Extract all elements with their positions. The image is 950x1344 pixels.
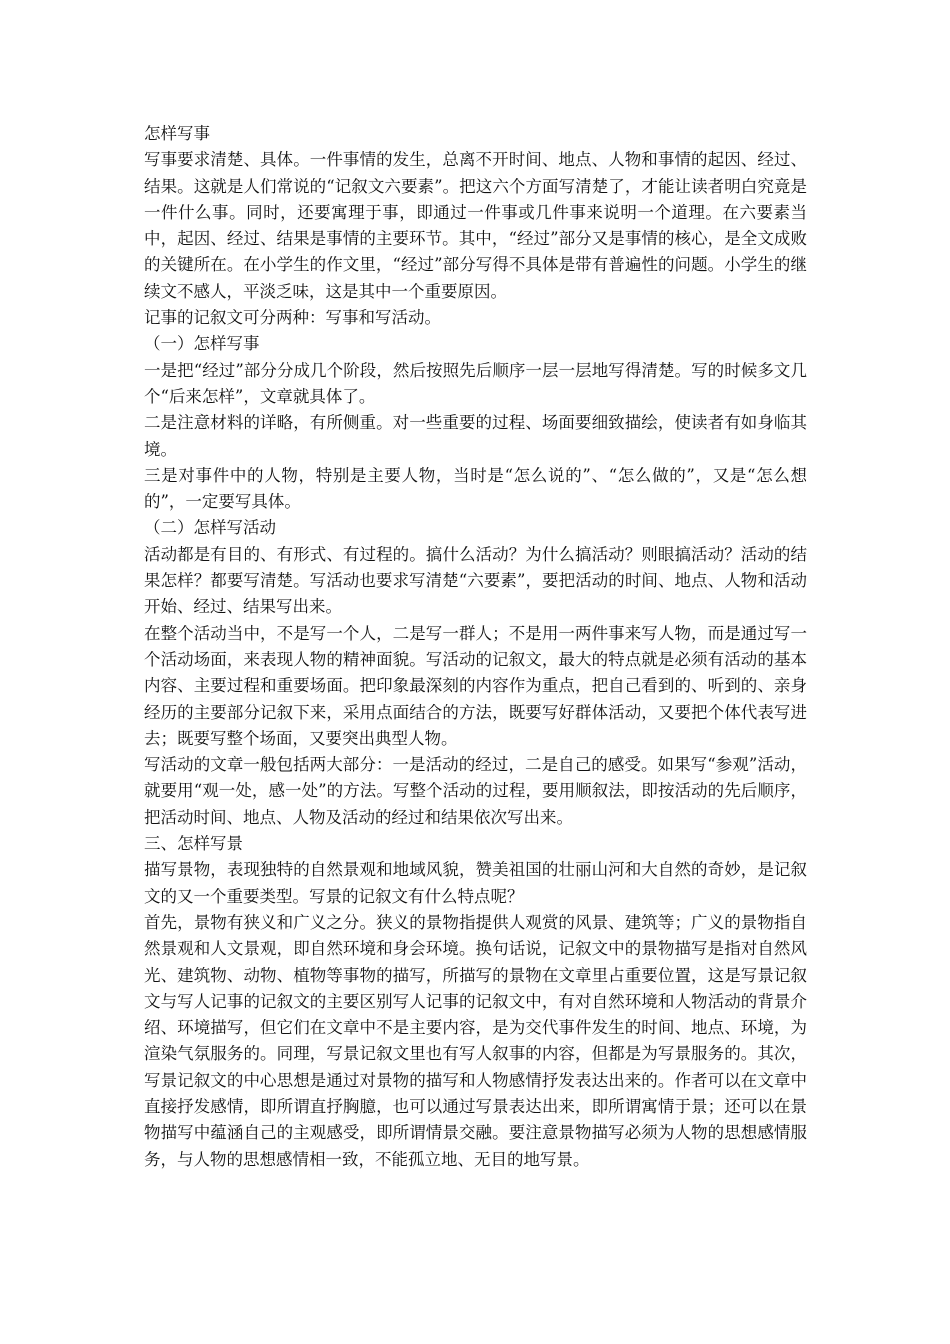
paragraph-activity-structure: 写活动的文章一般包括两大部分：一是活动的经过，二是自己的感受。如果写“参观”活动，就要用“观一处，感一处”的方法。写整个活动的过程，要用顺叙法，即按活动的先后顺序，把活动时间、地点、人物及活动的经过和结果依次写出来。: [144, 755, 807, 827]
paragraph-intro: 写事要求清楚、具体。一件事情的发生，总离不开时间、地点、人物和事情的起因、经过、结果。这就是人们常说的“记叙文六要素”。把这六个方面写清楚了，才能让读者明白究竟是一件什么事。同时，还要寓理于事，即通过一件事或几件事来说明一个道理。在六要素当中，起因、经过、结果是事情的主要环节。其中，“经过”部分又是事情的核心，是全文成败的关键所在。在小学生的作文里，“经过”部分写得不具体是带有普遍性的问题。小学生的继续文不感人，平淡乏味，这是其中一个重要原因。: [144, 150, 807, 301]
paragraph-point-three: 三是对事件中的人物，特别是主要人物，当时是“怎么说的”、“怎么做的”，又是“怎么想的”，一定要写具体。: [144, 465, 807, 512]
paragraph-activity-purpose: 活动都是有目的、有形式、有过程的。搞什么活动？为什么搞活动？则眼搞活动？活动的结果怎样？都要写清楚。写活动也要求写清楚“六要素”，要把活动的时间、地点、人物和活动开始、经过、结果写出来。: [144, 544, 807, 617]
section-heading-write-scenery: 三、怎样写景: [144, 834, 243, 854]
document-title: 怎样写事: [144, 124, 210, 143]
paragraph-scenery-detail: 首先，景物有狭义和广义之分。狭义的景物指提供人观赏的风景、建筑等；广义的景物指自然景观和人文景观，即自然环境和身会环境。换句话说，记叙文中的景物描写是指对自然风光、建筑物、动物、植物等事物的描写，所描写的景物在文章里占重要位置，这是写景记叙文与写人记事的记叙文的主要区别写人记事的记叙文中，有对自然环境和人物活动的背景介绍、环境描写，但它们在文章中不是主要内容，是为交代事件发生的时间、地点、环境，为渲染气氛服务的。同理，写景记叙文里也有写人叙事的内容，但都是为写景服务的。其次，写景记叙文的中心思想是通过对景物的描写和人物感情抒发表达出来的。作者可以在文章中直接抒发感情，即所谓直抒胸臆，也可以通过写景表达出来，即所谓寓情于景；还可以在景物描写中蕴涵自己的主观感受，即所谓情景交融。要注意景物描写必须为人物的思想感情服务，与人物的思想感情相一致，不能孤立地、无目的地写景。: [144, 912, 807, 1169]
paragraph-point-one: 一是把“经过”部分分成几个阶段，然后按照先后顺序一层一层地写得清楚。写的时候多文几个“后来怎样”，文章就具体了。: [144, 360, 807, 406]
paragraph-scenery-intro: 描写景物，表现独特的自然景观和地域风貌，赞美祖国的壮丽山河和大自然的奇妙，是记叙文的又一个重要类型。写景的记叙文有什么特点呢？: [144, 860, 807, 906]
section-heading-write-activity: （二）怎样写活动: [144, 518, 276, 538]
section-heading-write-event: （一）怎样写事: [144, 334, 260, 354]
paragraph-activity-scene: 在整个活动当中，不是写一个人，二是写一群人；不是用一两件事来写人物，而是通过写一个活动场面，来表现人物的精神面貌。写活动的记叙文，最大的特点就是必须有活动的基本内容、主要过程和重要场面。把印象最深刻的内容作为重点，把自己看到的、听到的、亲身经历的主要部分记叙下来，采用点面结合的方法，既要写好群体活动，又要把个体代表写进去；既要写整个场面，又要突出典型人物。: [144, 623, 807, 748]
paragraph-two-kinds: 记事的记叙文可分两种：写事和写活动。: [144, 308, 441, 328]
paragraph-point-two: 二是注意材料的详略，有所侧重。对一些重要的过程、场面要细致描绘，使读者有如身临其境。: [144, 413, 807, 459]
document-body: [144, 121, 807, 1173]
